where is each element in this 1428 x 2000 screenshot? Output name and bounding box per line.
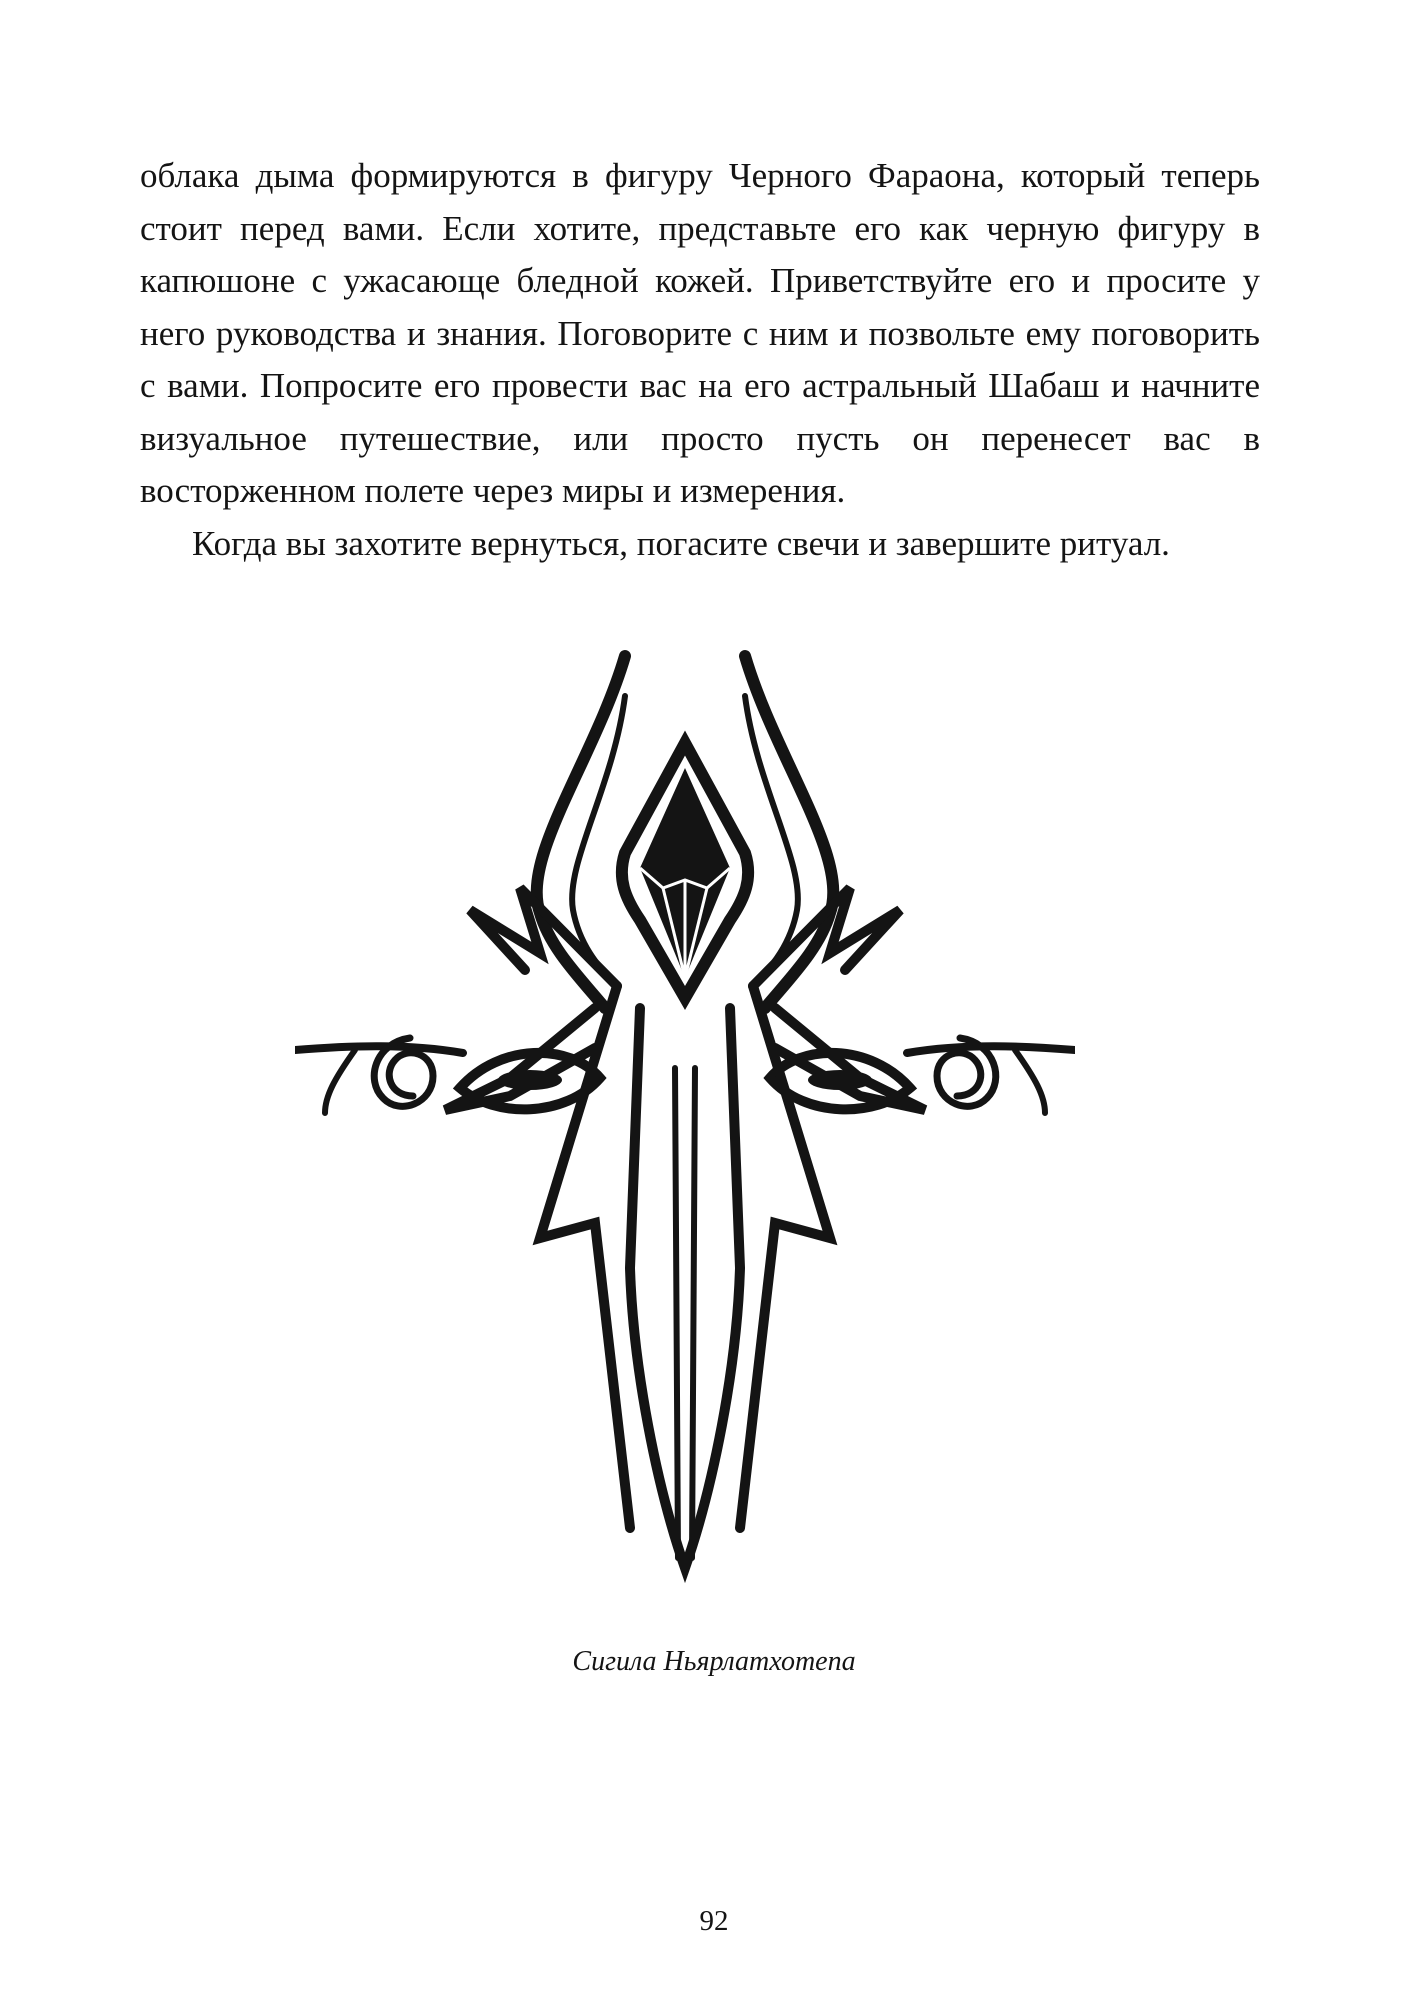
eye-left-pupil bbox=[498, 1070, 562, 1090]
arm-left-thorn bbox=[325, 1050, 355, 1113]
paragraph-final: Когда вы захотите вернуться, погасите свечи и завершите ритуал. bbox=[192, 523, 1170, 563]
eye-right-pupil bbox=[808, 1070, 872, 1090]
page-number: 92 bbox=[699, 1905, 729, 1937]
arm-right-thorn bbox=[1015, 1050, 1045, 1113]
nyarlathotep-sigil-illustration bbox=[295, 648, 1075, 1598]
body-text bbox=[140, 150, 1260, 570]
shaft-center-line-2 bbox=[692, 1068, 695, 1558]
shaft-outline bbox=[630, 1008, 740, 1568]
shaft-center-line bbox=[675, 1068, 678, 1558]
figure-caption: Сигила Ньярлатхотепа bbox=[572, 1646, 856, 1677]
paragraph-continued: облака дыма формируются в фигуру Черного Фараона, который теперь стоит перед вами. Если хотите, представьте его как черную фигуру в капюшоне с ужасающе бледной кожей. Приветствуйте его и просите у него руководства и знания. Поговорите с ним и позвольте ему поговорить с вами. Попросите его провести вас на его астральный Шабаш и начните визуальное путешествие, или просто пусть он перенесет вас в восторженном полете через миры и измерения. bbox=[140, 156, 1260, 510]
